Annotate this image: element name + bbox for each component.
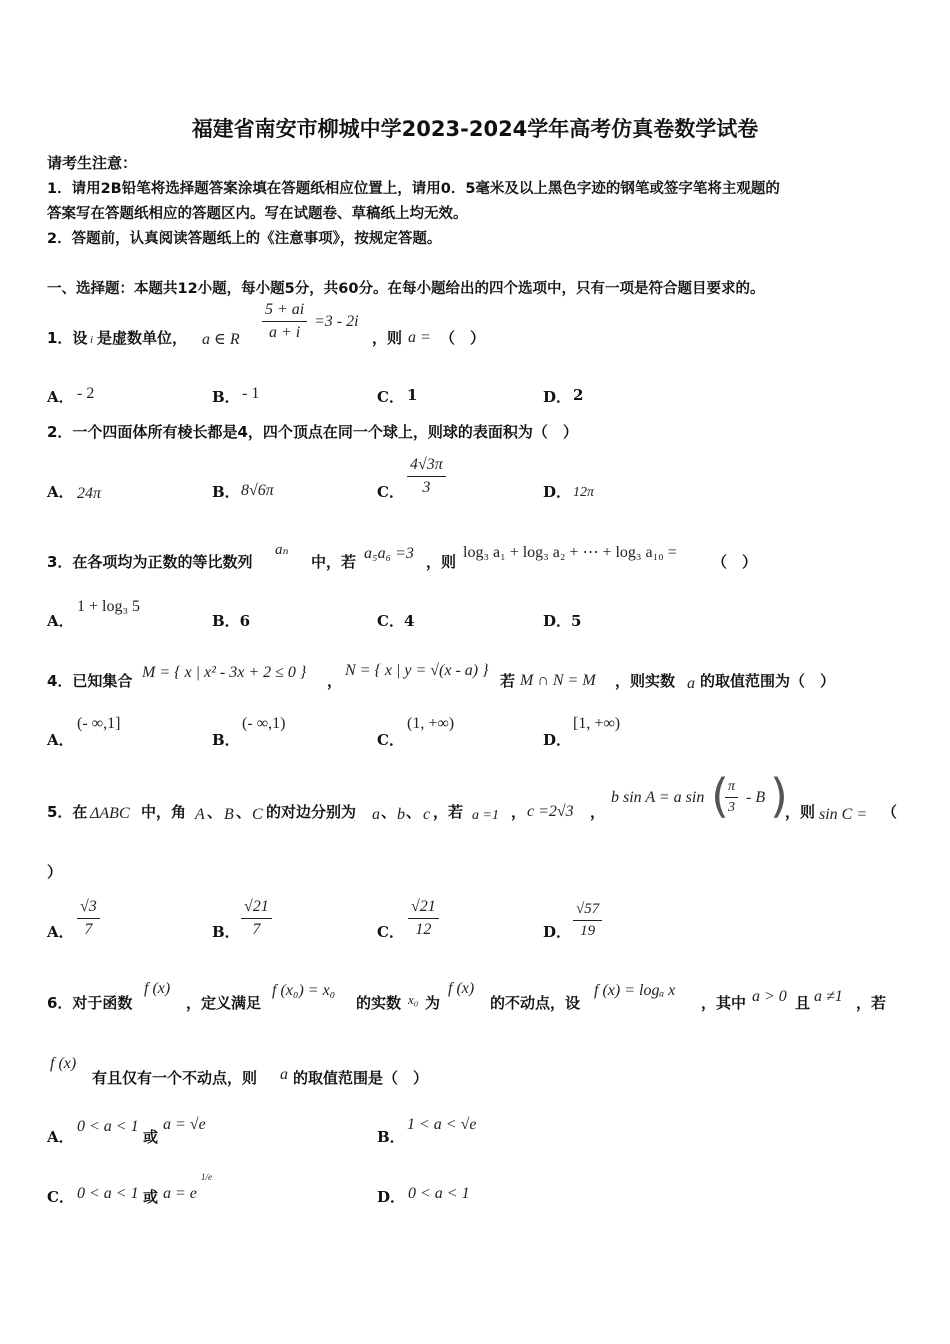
q3-condition: a₅a₆ =3 [364, 545, 414, 562]
q5-sep-2: 、 [236, 803, 252, 821]
notice-line1b: 答案写在答题纸相应的答题区内。写在试题卷、草稿纸上均无效。 [47, 206, 468, 222]
q4-option-c-value: (1, +∞) [407, 715, 455, 732]
q5-option-a-fraction [77, 898, 100, 939]
q6-text-6: ，其中 [701, 994, 747, 1012]
q2-c-den: 3 [422, 479, 431, 496]
notice-heading: 请考生注意： [47, 154, 138, 172]
q5-comma-2: ， [590, 803, 606, 821]
q1-option-d-value: 2 [573, 386, 584, 404]
q6-fixed-def: f (x₀) = x₀ [272, 982, 336, 999]
q5-right-paren: ) [770, 769, 788, 823]
q4-condition: M ∩ N = M [520, 672, 596, 689]
q4-text-2: 若 [500, 672, 516, 690]
q6-option-a-or: 或 [143, 1128, 159, 1146]
q4-option-a-value: (- ∞,1] [77, 715, 121, 732]
q6-option-b-label: B． [377, 1128, 405, 1146]
q5-three: 3 [728, 800, 735, 815]
q6-x0: x₀ [408, 992, 419, 1007]
q1-text-1: 1．设 [47, 329, 88, 347]
q5-sep-4: 、 [406, 803, 422, 821]
q5-angle-B: B [224, 806, 234, 823]
q2-option-b-value: 8√6π [241, 482, 274, 499]
q2-option-d-value: 12π [573, 485, 595, 500]
q1-a-in-R: a ∈ R [202, 331, 240, 348]
q5-text-4: ，若 [433, 803, 464, 821]
q5-sep-1: 、 [207, 803, 223, 821]
q3-option-d: D．5 [543, 612, 582, 630]
q1-text-3: ，则 [372, 329, 403, 347]
q4-text-4: 的取值范围为（ ） [700, 672, 836, 690]
q3-option-c: C．4 [377, 612, 415, 630]
q3-option-a-label: A． [47, 612, 74, 630]
q1-option-d-label: D． [543, 388, 572, 406]
q5-angle-C: C [252, 806, 263, 823]
q6-option-c-label: C． [47, 1188, 74, 1206]
q5-sep-3: 、 [381, 803, 397, 821]
q5-d-num: √57 [573, 901, 602, 921]
q5-pi-over-3 [725, 779, 738, 816]
q5-a-den: 7 [84, 921, 93, 938]
q6-text-10: 的取值范围是（ ） [293, 1069, 429, 1087]
q1-fraction [262, 301, 307, 342]
q5-pi: π [725, 779, 738, 798]
q6-text-4: 为 [425, 994, 441, 1012]
q4-a: a [687, 675, 695, 692]
q2-option-d-label: D． [543, 483, 572, 501]
q1-option-c-label: C． [377, 388, 404, 406]
q6-text-3: 的实数 [356, 994, 402, 1012]
q2-option-a-label: A． [47, 483, 74, 501]
q6-option-d-value: 0 < a < 1 [408, 1185, 470, 1202]
q2-stem: 2．一个四面体所有棱长都是4，四个顶点在同一个球上，则球的表面积为（ ） [47, 423, 578, 441]
q3-option-b: B．6 [212, 612, 251, 630]
section-heading: 一、选择题：本题共12小题，每小题5分，共60分。在每小题给出的四个选项中，只有一项是符合题目要求的。 [47, 281, 765, 297]
q5-angle-A: A [195, 806, 205, 823]
q5-option-d-label: D． [543, 923, 572, 941]
q5-b-num: √21 [241, 898, 272, 919]
q4-option-d-label: D． [543, 731, 572, 749]
q5-paren-open: （ [882, 803, 898, 821]
q2-option-a-value: 24π [77, 485, 102, 502]
q5-b-den: 7 [252, 921, 261, 938]
q5-c-num: √21 [408, 898, 439, 919]
q5-option-b-fraction [241, 898, 272, 939]
q1-option-b-value: - 1 [242, 385, 260, 402]
q1-option-b-label: B． [212, 388, 240, 406]
q6-option-d-label: D． [377, 1188, 406, 1206]
q1-option-a-label: A． [47, 388, 74, 406]
q4-option-d-value: [1, +∞) [573, 715, 621, 732]
q6-text-2: ，定义满足 [186, 994, 262, 1012]
q3-paren: （ ） [712, 553, 758, 571]
q6-option-c-exponent: 1/e [201, 1172, 212, 1182]
q5-triangle: ΔABC [90, 805, 130, 822]
q4-comma: ， [327, 672, 343, 690]
q6-text-7: 且 [795, 994, 811, 1012]
q1-frac-num: 5 + ai [262, 301, 307, 322]
q5-text-5: ，则 [785, 803, 816, 821]
q5-option-d-fraction [573, 901, 602, 940]
q6-text-5: 的不动点，设 [490, 994, 581, 1012]
q5-option-c-fraction [408, 898, 439, 939]
q2-option-b-label: B． [212, 483, 240, 501]
q5-a-eq: a =1 [472, 808, 499, 823]
q4-text-3: ，则实数 [615, 672, 676, 690]
q5-left-paren: ( [711, 769, 729, 823]
q4-option-b-label: B． [212, 731, 240, 749]
q1-rhs: =3 - 2i [314, 313, 359, 330]
q3-text-1: 3．在各项均为正数的等比数列 [47, 553, 253, 571]
q5-minus-B: - B [746, 789, 766, 806]
q6-cond-1: a > 0 [752, 988, 787, 1005]
q4-option-b-value: (- ∞,1) [242, 715, 286, 732]
q2-option-c-label: C． [377, 483, 404, 501]
q6-option-a-part-2: a = √e [163, 1116, 206, 1133]
q1-option-a-value: - 2 [77, 385, 95, 402]
notice-line1a: 1．请用2B铅笔将选择题答案涂填在答题纸相应位置上，请用0．5毫米及以上黑色字迹的钢笔或签字笔将主观题的 [47, 181, 780, 197]
q6-text-9: 有且仅有一个不动点，则 [92, 1069, 258, 1087]
q3-option-a-value: 1 + log₃ 5 [77, 598, 141, 615]
q4-text-1: 4．已知集合 [47, 672, 133, 690]
q6-text-8: ，若 [856, 994, 887, 1012]
q6-option-b-value: 1 < a < √e [407, 1116, 477, 1133]
q6-option-a-part-1: 0 < a < 1 [77, 1118, 139, 1135]
q5-comma-1: ， [511, 803, 527, 821]
q5-side-c: c [423, 806, 431, 823]
q6-fx-3: f (x) [50, 1055, 77, 1072]
q3-text-3: ，则 [426, 553, 457, 571]
q4-option-c-label: C． [377, 731, 404, 749]
q5-c-eq: c =2√3 [527, 803, 574, 820]
q5-side-b: b [397, 806, 405, 823]
q6-fx-2: f (x) [448, 980, 475, 997]
q5-text-3: 的对边分别为 [266, 803, 357, 821]
q3-text-2: 中，若 [311, 553, 357, 571]
q1-option-c-value: 1 [407, 386, 418, 404]
q5-option-b-label: B． [212, 923, 240, 941]
q4-set-M: M = { x | x² - 3x + 2 ≤ 0 } [142, 664, 307, 681]
q5-option-c-label: C． [377, 923, 404, 941]
q5-text-1: 5．在 [47, 803, 88, 821]
q6-option-c-part-2: a = e [163, 1185, 197, 1202]
q5-c-den: 12 [415, 921, 432, 938]
q3-expression: log₃ a₁ + log₃ a₂ + ⋯ + log₃ a₁₀ = [463, 544, 677, 561]
q6-cond-2: a ≠1 [814, 988, 843, 1005]
q6-definition: f (x) = logₐ x [594, 982, 676, 999]
q5-side-a: a [372, 806, 380, 823]
q1-i: i [90, 334, 94, 346]
q6-text-1: 6．对于函数 [47, 994, 133, 1012]
q5-a-num: √3 [77, 898, 100, 919]
q2-c-num: 4√3π [407, 456, 446, 477]
q5-law: b sin A = a sin [611, 789, 705, 806]
q4-option-a-label: A． [47, 731, 74, 749]
q2-option-c-fraction [407, 456, 446, 497]
q3-sequence: aₙ [275, 542, 289, 558]
q1-frac-den: a + i [269, 324, 301, 341]
q6-option-a-label: A． [47, 1128, 74, 1146]
q4-set-N: N = { x | y = √(x - a) } [345, 662, 489, 679]
q5-sinC: sin C = [819, 806, 868, 823]
q5-d-den: 19 [580, 923, 596, 939]
q6-option-c-or: 或 [143, 1188, 159, 1206]
q6-option-c-part-1: 0 < a < 1 [77, 1185, 139, 1202]
q1-text-2: 是虚数单位， [97, 329, 188, 347]
q6-fx: f (x) [144, 980, 171, 997]
q1-paren: （ ） [440, 329, 486, 347]
q1-a-eq: a = [408, 329, 431, 346]
notice-line2: 2．答题前，认真阅读答题纸上的《注意事项》，按规定答题。 [47, 231, 442, 247]
q5-paren-close: ） [47, 863, 63, 881]
q5-text-2: 中，角 [141, 803, 187, 821]
page-title: 福建省南安市柳城中学2023-2024学年高考仿真卷数学试卷 [191, 117, 759, 141]
q5-option-a-label: A． [47, 923, 74, 941]
q6-a: a [280, 1066, 288, 1083]
